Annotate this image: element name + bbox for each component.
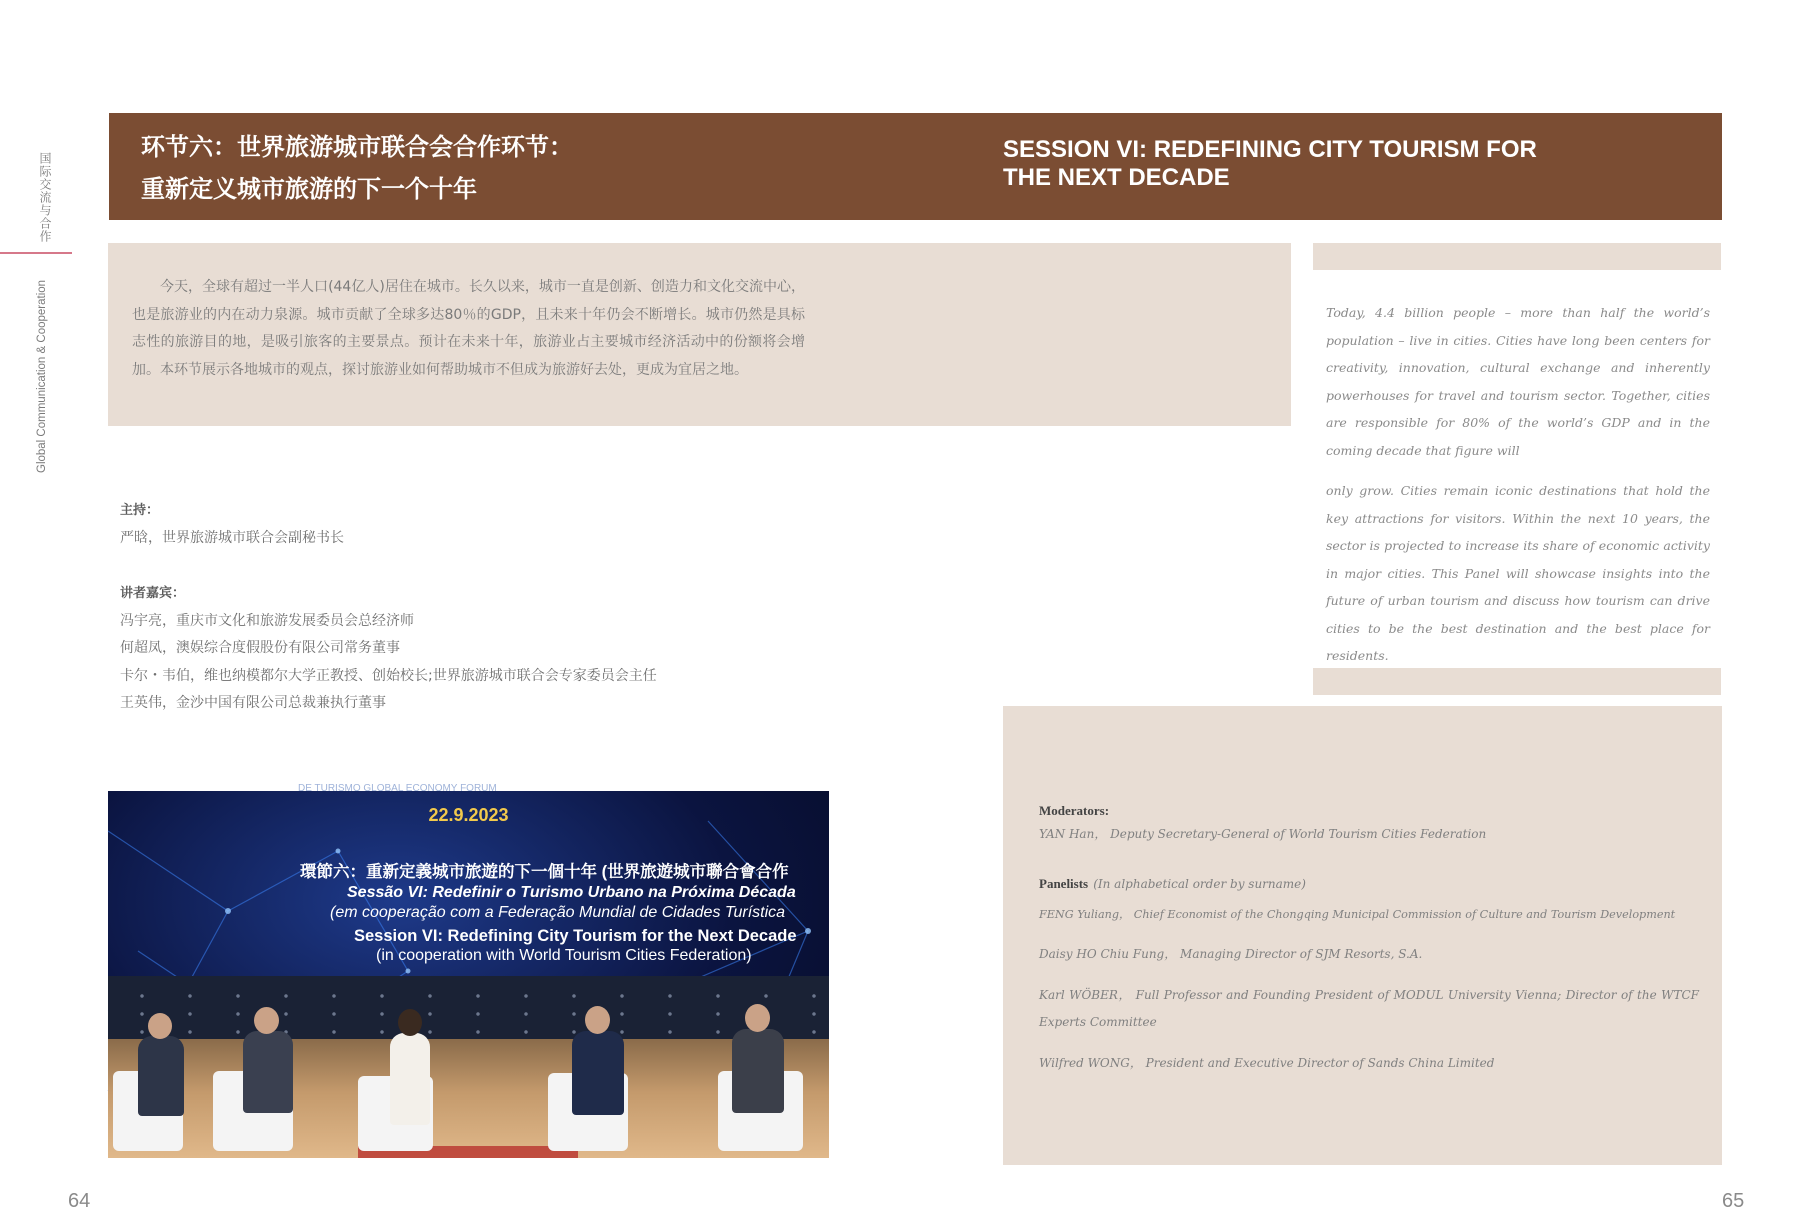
moderators-cn <box>120 497 820 552</box>
panelists-cn-item: 王英伟，金沙中国有限公司总裁兼执行董事 <box>120 695 386 711</box>
panelists-en-item: Daisy HO Chiu Fung， Managing Director of SJM Resorts, S.A. <box>1039 947 1423 961</box>
header-title-cn <box>141 126 901 210</box>
stage-person <box>138 1036 184 1116</box>
side-rail-divider <box>0 252 72 254</box>
intro-en-top-strip <box>1313 243 1721 270</box>
photo-title-cn: 環節六：重新定義城市旅遊的下一個十年 (世界旅遊城市聯合會合作 <box>300 863 789 881</box>
backdrop-logos <box>118 987 818 1037</box>
stage-person-head <box>745 1004 770 1032</box>
event-photo <box>108 783 829 1158</box>
intro-en-para2: only grow. Cities remain iconic destinations that hold the key attractions for visitors. Within the next 10 years, the sector is projected to increase its share of economic activity in major cities. This Panel will showcase insights into the future of urban tourism and discuss how tourism can drive cities to be the best destination and the best place for residents. <box>1326 483 1710 663</box>
panelists-cn <box>120 580 820 718</box>
stage-person-head <box>254 1007 279 1034</box>
page-number-left: 64 <box>68 1190 91 1212</box>
header-title-cn-line2: 重新定义城市旅游的下一个十年 <box>141 175 477 203</box>
photo-date: 22.9.2023 <box>428 805 509 825</box>
page-number-right: 65 <box>1722 1190 1745 1212</box>
stage-person <box>390 1033 430 1125</box>
panelists-cn-label: 讲者嘉宾： <box>120 586 186 601</box>
photo-forum-banner: DE TURISMO GLOBAL ECONOMY FORUM <box>298 783 497 794</box>
stage-person <box>732 1029 784 1113</box>
moderators-cn-item: 严晗，世界旅游城市联合会副秘书长 <box>120 529 344 546</box>
panelists-en-item: Karl WÖBER， Full Professor and Founding President of MODUL University Vienna; Director of the WTCF Experts Committee <box>1039 987 1699 1029</box>
side-rail-cn: 国际交流与合作 <box>38 152 52 243</box>
header-title-en-line1: SESSION VI: REDEFINING CITY TOURISM FOR <box>1003 136 1537 163</box>
panelists-en-label: Panelists <box>1039 876 1089 891</box>
photo-title-pt: Sessão VI: Redefinir o Turismo Urbano na Próxima Década <box>347 884 796 901</box>
stage-person-head <box>398 1009 422 1036</box>
stage-person-head <box>148 1013 172 1039</box>
moderators-en <box>1039 803 1699 849</box>
moderators-en-label: Moderators: <box>1039 803 1110 818</box>
panelists-cn-item: 何超凤，澳娱综合度假股份有限公司常务董事 <box>120 640 400 656</box>
panelists-en-item: Wilfred WONG， President and Executive Director of Sands China Limited <box>1039 1055 1495 1070</box>
side-rail-en: Global Communication & Cooperation <box>36 279 48 473</box>
photo-subtitle-en: (in cooperation with World Tourism Cities Federation) <box>376 947 752 964</box>
header-title-en <box>1003 136 1623 192</box>
photo-title-en: Session VI: Redefining City Tourism for the Next Decade <box>354 927 797 945</box>
panelists-en <box>1039 871 1699 1077</box>
intro-en-bottom-strip <box>1313 668 1721 695</box>
header-title-en-line2: THE NEXT DECADE <box>1003 164 1230 191</box>
stage-person <box>243 1031 293 1113</box>
moderators-cn-label: 主持： <box>120 503 160 518</box>
moderators-en-item: YAN Han， Deputy Secretary-General of World Tourism Cities Federation <box>1039 827 1487 841</box>
intro-en-para1: Today, 4.4 billion people – more than half the world’s population – live in cities. Cities have long been centers for creativity, innovation, cultural exchange and inherently powerhouses for travel and tourism sector. Together, cities are responsible for 80% of the world’s GDP and in the coming decade that figure will <box>1326 305 1710 458</box>
panelists-en-note: (In alphabetical order by surname) <box>1093 877 1306 891</box>
header-title-cn-line1: 环节六：世界旅游城市联合会合作环节： <box>141 133 573 161</box>
photo-subtitle-pt: (em cooperação com a Federação Mundial de Cidades Turística <box>330 904 786 921</box>
panelists-en-item: FENG Yuliang， Chief Economist of the Chongqing Municipal Commission of Culture and Tourism Development <box>1039 907 1676 921</box>
intro-en-text <box>1326 299 1710 683</box>
intro-cn-text: 今天，全球有超过一半人口(44亿人)居住在城市。长久以来，城市一直是创新、创造力和文化交流中心，也是旅游业的内在动力泉源。城市贡献了全球多达80％的GDP，且未来十年仍会不断增长。城市仍然是具标志性的旅游目的地，是吸引旅客的主要景点。预计在未来十年，旅游业占主要城市经济活动中的份额将会增加。本环节展示各地城市的观点，探讨旅游业如何帮助城市不但成为旅游好去处，更成为宜居之地。 <box>132 279 805 378</box>
stage-person <box>572 1031 624 1115</box>
panelists-cn-item: 卡尔・韦伯，维也纳模都尔大学正教授、创始校长;世界旅游城市联合会专家委员会主任 <box>120 667 657 684</box>
stage-person-head <box>585 1006 610 1034</box>
panelists-cn-item: 冯宇亮，重庆市文化和旅游发展委员会总经济师 <box>120 612 414 629</box>
